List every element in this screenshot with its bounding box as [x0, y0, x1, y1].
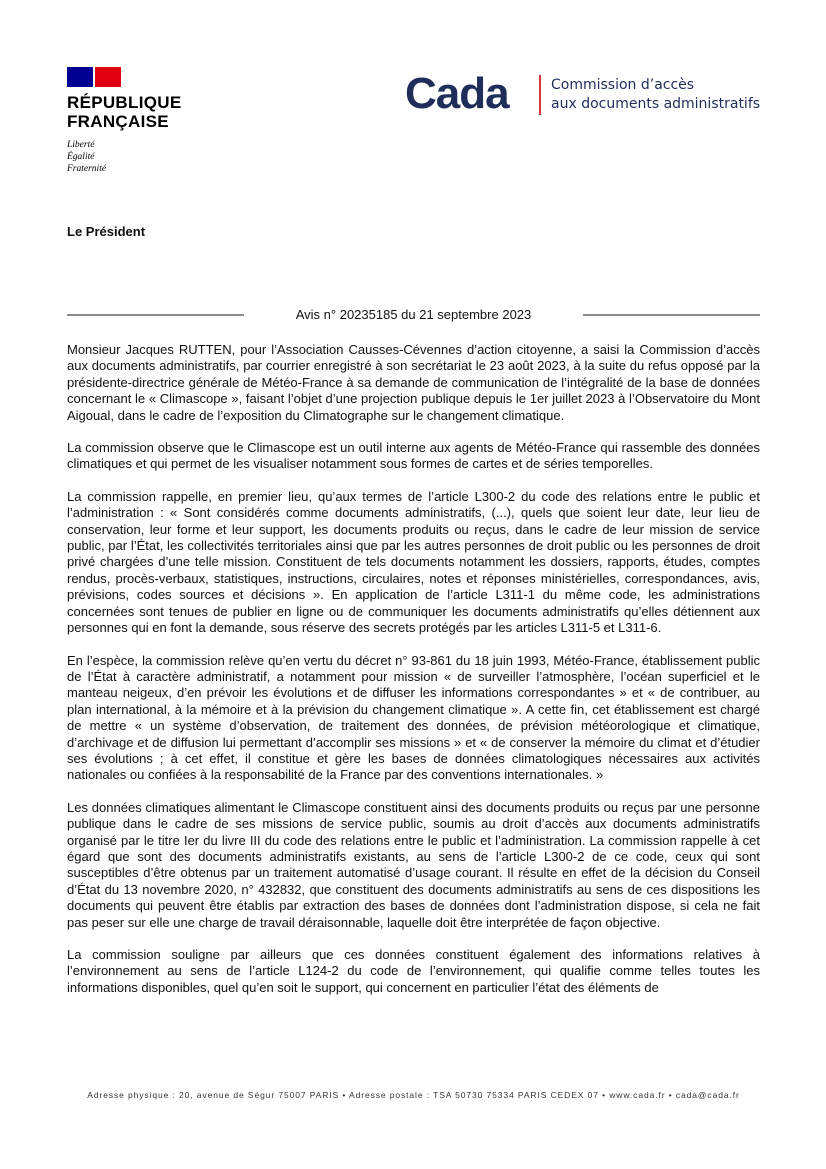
paragraph: La commission observe que le Climascope est un outil interne aux agents de Météo-France qui rassemble des données climatiques et qui permet de les visualiser notamment sous formes de cartes et de séries temporelles. [67, 440, 760, 472]
republic-line-2: FRANÇAISE [67, 112, 169, 131]
cada-logo [405, 66, 765, 126]
paragraph: Les données climatiques alimentant le Climascope constituent ainsi des documents produits ou reçus par une personne publique dans le cadre de ses missions de service public, soumis au droit d’accès aux documents administratifs organisé par le titre Ier du livre III du code des relations entre le public et l’administration. La commission rappelle à cet égard que sont des documents administratifs existants, au sens de l’article L300-2 de ce code, ceux qui sont susceptibles d’être obtenus par un traitement automatisé d’usage courant. Il résulte en effet de la décision du Conseil d’État du 13 novembre 2020, n° 432832, que constituent des documents administratifs au sens de ces dispositions les documents qui peuvent être établis par extraction des bases de données dont l’administration dispose, si cela ne fait pas peser sur elle une charge de travail déraisonnable, laquelle doit être interprétée de façon objective. [67, 799, 760, 930]
paragraph: La commission rappelle, en premier lieu, qu’aux termes de l’article L300-2 du code des relations entre le public et l’administration : « Sont considérés comme documents administratifs, (...), quels que soient leur date, leur lieu de conservation, leur forme et leur support, les documents produits ou reçus, dans le cadre de leur mission de service public, par l’État, les collectivités territoriales ainsi que par les autres personnes de droit public ou les personnes de droit privé chargées d’une telle mission. Constituent de tels documents notamment les dossiers, rapports, études, comptes rendus, procès-verbaux, statistiques, instructions, circulaires, notes et réponses ministérielles, correspondances, avis, prévisions, codes sources et décisions ». En application de l’article L311-1 du même code, les administrations concernées sont tenues de publier en ligne ou de communiquer les documents administratifs qu’elles détiennent aux personnes qui en font la demande, sous réserve des secrets protégés par les articles L311-5 et L311-6. [67, 488, 760, 636]
republique-francaise-logo [67, 67, 207, 175]
paragraph: En l’espèce, la commission relève qu’en vertu du décret n° 93-861 du 18 juin 1993, Météo-France, établissement public de l’État à caractère administratif, a notamment pour mission « de surveiller l’atmosphère, l’océan superficiel et le manteau neigeux, d’en prévoir les évolutions et de diffuser les informations correspondantes » et « de contribuer, au plan international, à la mémoire et à la prévision du changement climatique ». A cette fin, cet établissement est chargé de mettre « un système d’observation, de traitement des données, de prévision météorologique et climatique, d’archivage et de diffusion lui permettant d’accomplir ses missions » et « de conserver la mémoire du climat et d’étudier ses évolutions ; à cet effet, il constitue et gère les bases de données climatologiques nécessaires aux activités nationales ou confiées à la responsabilité de la France par des conventions internationales. » [67, 652, 760, 783]
motto-liberte: Liberté [67, 140, 95, 150]
cada-wordmark [405, 66, 530, 126]
paragraph: Monsieur Jacques RUTTEN, pour l’Association Causses-Cévennes d’action citoyenne, a saisi la Commission d’accès aux documents administratifs, par courrier enregistré à son secrétariat le 23 août 2023, à la suite du refus opposé par la présidente-directrice générale de Météo-France à sa demande de communication de l’intégralité de la base de données concernant le « Climascope », faisant l’objet d’une projection publique depuis le 1er juillet 2023 à l’Observatoire du Mont Aigoual, dans le cadre de l’exposition du Climatographe sur le changement climatique. [67, 342, 760, 423]
cada-logo-separator [539, 75, 541, 115]
avis-heading [67, 305, 760, 325]
cada-wordmark-text: Cada [405, 69, 509, 118]
motto-egalite: Égalité [67, 152, 95, 162]
avis-body [67, 342, 760, 1012]
republic-name [67, 93, 207, 131]
paragraph: La commission souligne par ailleurs que ces données constituent également des informations relatives à l’environnement au sens de l’article L124-2 du code de l’environnement, qui qualifie comme telles toutes les informations disponibles, quel qu’en soit le support, qui concernent en particulier l’état des éléments de [67, 947, 760, 995]
cada-title-line-1: Commission d’accès [551, 77, 695, 93]
republic-motto [67, 139, 207, 175]
author-title: Le Président [67, 224, 146, 239]
cada-title-line-2: aux documents administratifs [551, 96, 761, 112]
republic-line-1: RÉPUBLIQUE [67, 93, 182, 112]
motto-fraternite: Fraternité [67, 164, 107, 174]
avis-title: Avis n° 20235185 du 21 septembre 2023 [295, 307, 532, 322]
heading-rule-right [583, 314, 760, 316]
page-footer: Adresse physique : 20, avenue de Ségur 75007 PARIS • Adresse postale : TSA 50730 75334 PARIS CEDEX 07 • www.cada.fr • cada@cada.fr [87, 1090, 740, 1100]
marianne-flag-icon [67, 67, 121, 87]
cada-full-name [551, 76, 760, 114]
